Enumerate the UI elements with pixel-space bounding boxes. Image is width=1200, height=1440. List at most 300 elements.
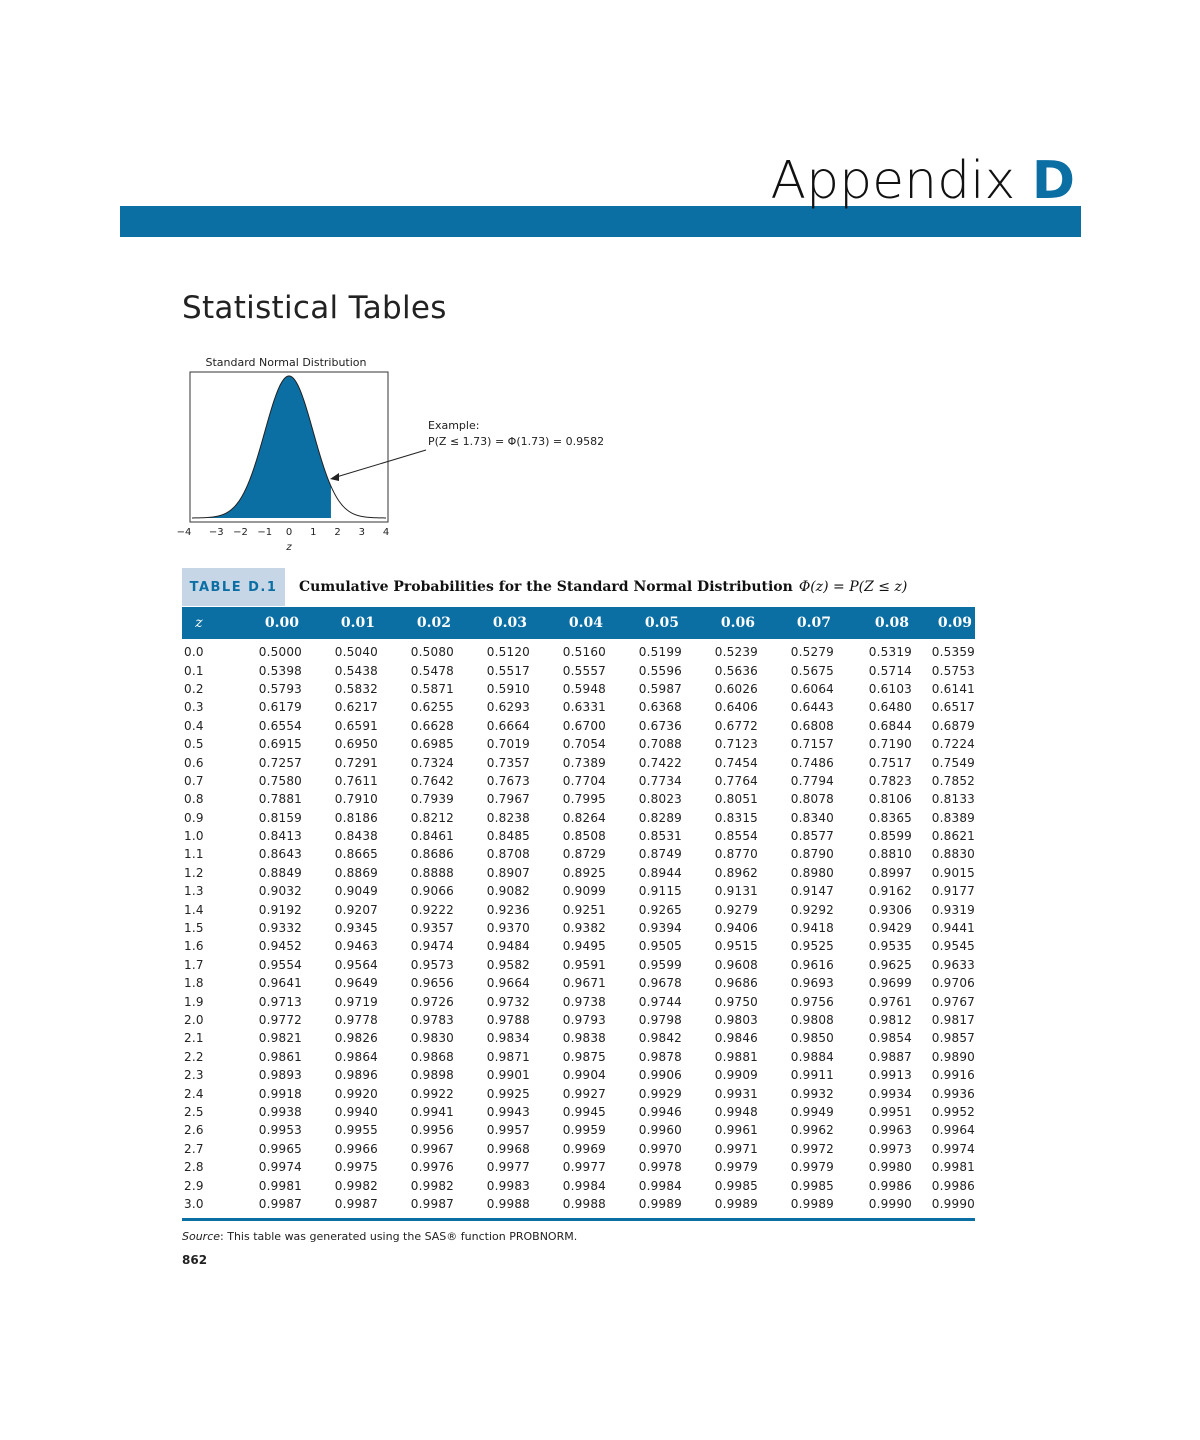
probability-cell: 0.8980	[790, 865, 834, 880]
z-value-cell: 0.4	[184, 718, 204, 733]
table-row	[182, 1048, 975, 1066]
probability-cell: 0.7157	[790, 737, 834, 752]
probability-cell: 0.7224	[931, 737, 975, 752]
source-label: Source	[182, 1230, 221, 1243]
probability-cell: 0.9983	[486, 1178, 530, 1193]
probability-cell: 0.9945	[562, 1104, 606, 1119]
table-row	[182, 864, 975, 882]
probability-cell: 0.9564	[334, 957, 378, 972]
probability-cell: 0.9066	[410, 884, 454, 899]
probability-cell: 0.5871	[410, 681, 454, 696]
probability-cell: 0.9990	[931, 1196, 975, 1211]
column-header: 0.04	[568, 615, 603, 631]
probability-cell: 0.9207	[334, 902, 378, 917]
probability-cell: 0.8907	[486, 865, 530, 880]
probability-cell: 0.9987	[258, 1196, 302, 1211]
probability-cell: 0.9049	[334, 884, 378, 899]
probability-cell: 0.6331	[562, 700, 606, 715]
probability-cell: 0.9989	[714, 1196, 758, 1211]
probability-cell: 0.9962	[790, 1123, 834, 1138]
arrow-head-icon	[330, 473, 339, 481]
probability-cell: 0.6628	[410, 718, 454, 733]
z-value-cell: 0.1	[184, 663, 204, 678]
probability-cell: 0.9162	[868, 884, 912, 899]
probability-cell: 0.9966	[334, 1141, 378, 1156]
appendix-header	[0, 0, 1200, 240]
probability-cell: 0.8643	[258, 847, 302, 862]
table-row	[182, 900, 975, 918]
probability-cell: 0.9961	[714, 1123, 758, 1138]
table-caption-text: Cumulative Probabilities for the Standard Normal Distribution	[299, 579, 793, 595]
probability-cell: 0.9974	[258, 1160, 302, 1175]
probability-cell: 0.9979	[714, 1160, 758, 1175]
probability-cell: 0.9192	[258, 902, 302, 917]
probability-cell: 0.5120	[486, 645, 530, 660]
probability-cell: 0.6950	[334, 737, 378, 752]
probability-cell: 0.9778	[334, 1013, 378, 1027]
probability-cell: 0.9918	[258, 1086, 302, 1101]
probability-cell: 0.8869	[334, 865, 378, 880]
z-value-cell: 1.0	[184, 829, 204, 844]
probability-cell: 0.8264	[562, 810, 606, 825]
probability-cell: 0.6217	[334, 700, 378, 715]
probability-cell: 0.9812	[868, 1013, 912, 1027]
probability-cell: 0.9909	[714, 1068, 758, 1083]
table-title-row	[182, 568, 975, 606]
probability-cell: 0.8997	[868, 865, 912, 880]
probability-cell: 0.8554	[714, 829, 758, 844]
probability-cell: 0.9441	[931, 921, 975, 936]
probability-cell: 0.9887	[868, 1049, 912, 1064]
probability-cell: 0.9656	[410, 976, 454, 991]
probability-cell: 0.7088	[638, 737, 682, 752]
example-pointer-line	[333, 450, 426, 478]
probability-cell: 0.9726	[410, 994, 454, 1009]
probability-cell: 0.9936	[931, 1086, 975, 1101]
probability-cell: 0.5040	[334, 645, 378, 660]
table-row	[182, 956, 975, 974]
probability-cell: 0.9699	[868, 976, 912, 991]
probability-cell: 0.8133	[931, 792, 975, 807]
table-label: TABLE D.1	[182, 568, 285, 606]
z-value-cell: 2.1	[184, 1031, 204, 1046]
probability-cell: 0.9984	[562, 1178, 606, 1193]
probability-cell: 0.9345	[334, 921, 378, 936]
probability-cell: 0.9641	[258, 976, 302, 991]
probability-cell: 0.6664	[486, 718, 530, 733]
probability-cell: 0.6879	[931, 718, 975, 733]
probability-cell: 0.9251	[562, 902, 606, 917]
probability-cell: 0.9693	[790, 976, 834, 991]
probability-cell: 0.8438	[334, 829, 378, 844]
probability-cell: 0.9861	[258, 1049, 302, 1064]
probability-cell: 0.5596	[638, 663, 682, 678]
probability-cell: 0.9959	[562, 1123, 606, 1138]
probability-cell: 0.9970	[638, 1141, 682, 1156]
probability-cell: 0.9957	[486, 1123, 530, 1138]
probability-cell: 0.8508	[562, 829, 606, 844]
probability-cell: 0.9932	[790, 1086, 834, 1101]
probability-cell: 0.9985	[714, 1178, 758, 1193]
probability-cell: 0.9474	[410, 939, 454, 954]
column-header: 0.06	[720, 615, 755, 631]
probability-cell: 0.6554	[258, 718, 302, 733]
table-row	[182, 790, 975, 808]
probability-cell: 0.9948	[714, 1104, 758, 1119]
probability-cell: 0.9943	[486, 1104, 530, 1119]
z-value-cell: 1.3	[184, 884, 204, 899]
probability-cell: 0.6480	[868, 700, 912, 715]
probability-cell: 0.7549	[931, 755, 975, 770]
z-value-cell: 2.0	[184, 1013, 204, 1027]
probability-cell: 0.9599	[638, 957, 682, 972]
probability-cell: 0.6772	[714, 718, 758, 733]
probability-cell: 0.5557	[562, 663, 606, 678]
z-value-cell: 1.6	[184, 939, 204, 954]
z-value-cell: 0.2	[184, 681, 204, 696]
probability-cell: 0.7881	[258, 792, 302, 807]
z-value-cell: 0.9	[184, 810, 204, 825]
probability-cell: 0.6985	[410, 737, 454, 752]
z-value-cell: 1.4	[184, 902, 204, 917]
probability-cell: 0.9884	[790, 1049, 834, 1064]
probability-cell: 0.5675	[790, 663, 834, 678]
probability-cell: 0.9989	[790, 1196, 834, 1211]
x-axis-ticks	[177, 527, 390, 538]
probability-cell: 0.9846	[714, 1031, 758, 1046]
probability-cell: 0.9904	[562, 1068, 606, 1083]
z-value-cell: 0.6	[184, 755, 204, 770]
probability-cell: 0.9965	[258, 1141, 302, 1156]
probability-cell: 0.9881	[714, 1049, 758, 1064]
probability-cell: 0.5438	[334, 663, 378, 678]
table-header-row	[182, 607, 975, 639]
probability-cell: 0.9975	[334, 1160, 378, 1175]
table-row	[182, 1121, 975, 1139]
probability-cell: 0.9798	[638, 1013, 682, 1027]
probability-cell: 0.8485	[486, 829, 530, 844]
probability-cell: 0.9920	[334, 1086, 378, 1101]
probability-cell: 0.6406	[714, 700, 758, 715]
column-header: 0.00	[264, 615, 299, 631]
probability-cell: 0.9976	[410, 1160, 454, 1175]
probability-cell: 0.9738	[562, 994, 606, 1009]
x-tick-label: −1	[257, 527, 273, 538]
probability-cell: 0.9484	[486, 939, 530, 954]
table-row	[182, 1140, 975, 1158]
appendix-title	[771, 150, 1075, 212]
probability-cell: 0.8621	[931, 829, 975, 844]
probability-cell: 0.9573	[410, 957, 454, 972]
probability-cell: 0.9984	[638, 1178, 682, 1193]
probability-cell: 0.9989	[638, 1196, 682, 1211]
probability-cell: 0.8810	[868, 847, 912, 862]
probability-cell: 0.9147	[790, 884, 834, 899]
probability-cell: 0.9788	[486, 1013, 530, 1027]
probability-cell: 0.8340	[790, 810, 834, 825]
probability-cell: 0.5160	[562, 645, 606, 660]
x-axis-label: z	[286, 542, 292, 553]
probability-cell: 0.9678	[638, 976, 682, 991]
probability-cell: 0.9633	[931, 957, 975, 972]
probability-cell: 0.9938	[258, 1104, 302, 1119]
probability-cell: 0.9429	[868, 921, 912, 936]
probability-cell: 0.5000	[258, 645, 302, 660]
probability-cell: 0.8315	[714, 810, 758, 825]
probability-cell: 0.6700	[562, 718, 606, 733]
probability-cell: 0.9821	[258, 1031, 302, 1046]
column-header: 0.05	[644, 615, 679, 631]
probability-cell: 0.9864	[334, 1049, 378, 1064]
probability-cell: 0.9505	[638, 939, 682, 954]
probability-cell: 0.7939	[410, 792, 454, 807]
table-row	[182, 772, 975, 790]
probability-cell: 0.9406	[714, 921, 758, 936]
probability-cell: 0.9706	[931, 976, 975, 991]
probability-cell: 0.9732	[486, 994, 530, 1009]
probability-cell: 0.7734	[638, 773, 682, 788]
probability-cell: 0.7454	[714, 755, 758, 770]
probability-cell: 0.5359	[931, 645, 975, 660]
probability-cell: 0.9817	[931, 1013, 975, 1027]
probability-cell: 0.5478	[410, 663, 454, 678]
z-value-cell: 2.4	[184, 1086, 204, 1101]
column-header: 0.07	[796, 615, 831, 631]
probability-cell: 0.8925	[562, 865, 606, 880]
column-header: 0.02	[416, 615, 451, 631]
table-row	[182, 1084, 975, 1102]
probability-cell: 0.9292	[790, 902, 834, 917]
probability-cell: 0.7054	[562, 737, 606, 752]
probability-cell: 0.9960	[638, 1123, 682, 1138]
probability-cell: 0.9803	[714, 1013, 758, 1027]
z-value-cell: 0.8	[184, 792, 204, 807]
table-row	[182, 992, 975, 1010]
table-row	[182, 1195, 975, 1213]
probability-cell: 0.9963	[868, 1123, 912, 1138]
probability-cell: 0.9616	[790, 957, 834, 972]
table-row	[182, 937, 975, 955]
probability-cell: 0.6255	[410, 700, 454, 715]
probability-cell: 0.8770	[714, 847, 758, 862]
probability-cell: 0.9972	[790, 1141, 834, 1156]
probability-cell: 0.9971	[714, 1141, 758, 1156]
probability-cell: 0.7642	[410, 773, 454, 788]
probability-cell: 0.7967	[486, 792, 530, 807]
probability-cell: 0.9082	[486, 884, 530, 899]
probability-cell: 0.9582	[486, 957, 530, 972]
probability-cell: 0.9986	[931, 1178, 975, 1193]
table-row	[182, 698, 975, 716]
normal-curve-plot	[170, 350, 630, 560]
z-value-cell: 3.0	[184, 1196, 204, 1211]
probability-cell: 0.8849	[258, 865, 302, 880]
probability-cell: 0.7673	[486, 773, 530, 788]
appendix-word: Appendix	[770, 151, 1016, 211]
z-value-cell: 0.5	[184, 737, 204, 752]
z-value-cell: 1.9	[184, 994, 204, 1009]
probability-cell: 0.5948	[562, 681, 606, 696]
probability-cell: 0.5636	[714, 663, 758, 678]
probability-cell: 0.5239	[714, 645, 758, 660]
probability-cell: 0.5517	[486, 663, 530, 678]
probability-cell: 0.8531	[638, 829, 682, 844]
table-row	[182, 1066, 975, 1084]
probability-cell: 0.8389	[931, 810, 975, 825]
probability-cell: 0.7357	[486, 755, 530, 770]
probability-cell: 0.9916	[931, 1068, 975, 1083]
probability-cell: 0.8729	[562, 847, 606, 862]
probability-cell: 0.9953	[258, 1123, 302, 1138]
z-value-cell: 1.8	[184, 976, 204, 991]
table-caption-formula: Φ(z) = P(Z ≤ z)	[798, 579, 908, 595]
probability-cell: 0.9871	[486, 1049, 530, 1064]
table-row	[182, 717, 975, 735]
probability-cell: 0.8106	[868, 792, 912, 807]
table-row	[182, 974, 975, 992]
x-tick-label: 3	[358, 527, 365, 538]
probability-cell: 0.9099	[562, 884, 606, 899]
table-row	[182, 827, 975, 845]
probability-cell: 0.9968	[486, 1141, 530, 1156]
probability-cell: 0.7910	[334, 792, 378, 807]
probability-cell: 0.9783	[410, 1013, 454, 1027]
probability-cell: 0.9940	[334, 1104, 378, 1119]
probability-cell: 0.9834	[486, 1031, 530, 1046]
probability-cell: 0.9857	[931, 1031, 975, 1046]
probability-cell: 0.9357	[410, 921, 454, 936]
probability-cell: 0.8962	[714, 865, 758, 880]
appendix-letter: D	[1031, 151, 1075, 211]
probability-cell: 0.5910	[486, 681, 530, 696]
probability-cell: 0.9744	[638, 994, 682, 1009]
probability-cell: 0.6517	[931, 700, 975, 715]
probability-cell: 0.9319	[931, 902, 975, 917]
probability-cell: 0.5753	[931, 663, 975, 678]
probability-cell: 0.8577	[790, 829, 834, 844]
example-formula: P(Z ≤ 1.73) = Φ(1.73) = 0.9582	[428, 435, 605, 448]
probability-cell: 0.5279	[790, 645, 834, 660]
probability-cell: 0.9974	[931, 1141, 975, 1156]
probability-cell: 0.5793	[258, 681, 302, 696]
probability-cell: 0.9922	[410, 1086, 454, 1101]
probability-cell: 0.9911	[790, 1068, 834, 1083]
probability-cell: 0.9418	[790, 921, 834, 936]
probability-cell: 0.9452	[258, 939, 302, 954]
normal-distribution-figure	[170, 350, 630, 560]
probability-cell: 0.6026	[714, 681, 758, 696]
probability-cell: 0.8159	[258, 810, 302, 825]
source-note	[182, 1230, 577, 1243]
probability-cell: 0.9982	[410, 1178, 454, 1193]
table-row	[182, 735, 975, 753]
probability-cell: 0.9981	[931, 1160, 975, 1175]
probability-cell: 0.9898	[410, 1068, 454, 1083]
probability-cell: 0.9279	[714, 902, 758, 917]
probability-cell: 0.9982	[334, 1178, 378, 1193]
probability-cell: 0.6591	[334, 718, 378, 733]
probability-cell: 0.9671	[562, 976, 606, 991]
table-row	[182, 1176, 975, 1194]
probability-cell: 0.9906	[638, 1068, 682, 1083]
probability-cell: 0.9382	[562, 921, 606, 936]
probability-cell: 0.9967	[410, 1141, 454, 1156]
probability-cell: 0.6141	[931, 681, 975, 696]
z-value-cell: 1.5	[184, 921, 204, 936]
probability-cell: 0.7517	[868, 755, 912, 770]
probability-cell: 0.9931	[714, 1086, 758, 1101]
probability-cell: 0.7324	[410, 755, 454, 770]
probability-cell: 0.6293	[486, 700, 530, 715]
x-tick-label: 4	[382, 527, 390, 538]
probability-cell: 0.5832	[334, 681, 378, 696]
probability-cell: 0.9115	[638, 884, 682, 899]
z-value-cell: 0.0	[184, 645, 204, 660]
probability-cell: 0.9719	[334, 994, 378, 1009]
table-row	[182, 753, 975, 771]
probability-cell: 0.9332	[258, 921, 302, 936]
z-value-cell: 1.7	[184, 957, 204, 972]
x-tick-label: 0	[285, 527, 293, 538]
probability-cell: 0.9515	[714, 939, 758, 954]
column-header: 0.01	[340, 615, 375, 631]
probability-cell: 0.8186	[334, 810, 378, 825]
z-value-cell: 1.2	[184, 865, 204, 880]
probability-cell: 0.8051	[714, 792, 758, 807]
probability-cell: 0.6179	[258, 700, 302, 715]
probability-cell: 0.9878	[638, 1049, 682, 1064]
probability-cell: 0.9973	[868, 1141, 912, 1156]
probability-cell: 0.8686	[410, 847, 454, 862]
column-header: 0.03	[492, 615, 527, 631]
probability-cell: 0.9222	[410, 902, 454, 917]
z-value-cell: 2.7	[184, 1141, 204, 1156]
probability-cell: 0.5199	[638, 645, 682, 660]
probability-cell: 0.7190	[868, 737, 912, 752]
x-tick-label: −2	[233, 527, 248, 538]
table-row	[182, 919, 975, 937]
probability-cell: 0.7422	[638, 755, 682, 770]
probability-cell: 0.8708	[486, 847, 530, 862]
probability-cell: 0.7580	[258, 773, 302, 788]
probability-cell: 0.6103	[868, 681, 912, 696]
probability-cell: 0.7257	[258, 755, 302, 770]
probability-cell: 0.9890	[931, 1049, 975, 1064]
probability-cell: 0.9969	[562, 1141, 606, 1156]
probability-cell: 0.9625	[868, 957, 912, 972]
probability-cell: 0.8749	[638, 847, 682, 862]
probability-cell: 0.9131	[714, 884, 758, 899]
probability-cell: 0.5987	[638, 681, 682, 696]
probability-cell: 0.9761	[868, 994, 912, 1009]
probability-cell: 0.5080	[410, 645, 454, 660]
probability-cell: 0.9946	[638, 1104, 682, 1119]
probability-cell: 0.9826	[334, 1031, 378, 1046]
probability-cell: 0.6844	[868, 718, 912, 733]
probability-cell: 0.9949	[790, 1104, 834, 1119]
probability-cell: 0.9893	[258, 1068, 302, 1083]
probability-cell: 0.9964	[931, 1123, 975, 1138]
probability-cell: 0.9913	[868, 1068, 912, 1083]
probability-cell: 0.9838	[562, 1031, 606, 1046]
probability-cell: 0.9868	[410, 1049, 454, 1064]
probability-cell: 0.6808	[790, 718, 834, 733]
probability-cell: 0.9934	[868, 1086, 912, 1101]
probability-cell: 0.9495	[562, 939, 606, 954]
table-row	[182, 680, 975, 698]
z-value-cell: 2.9	[184, 1178, 204, 1193]
x-tick-label: 1	[310, 527, 317, 538]
